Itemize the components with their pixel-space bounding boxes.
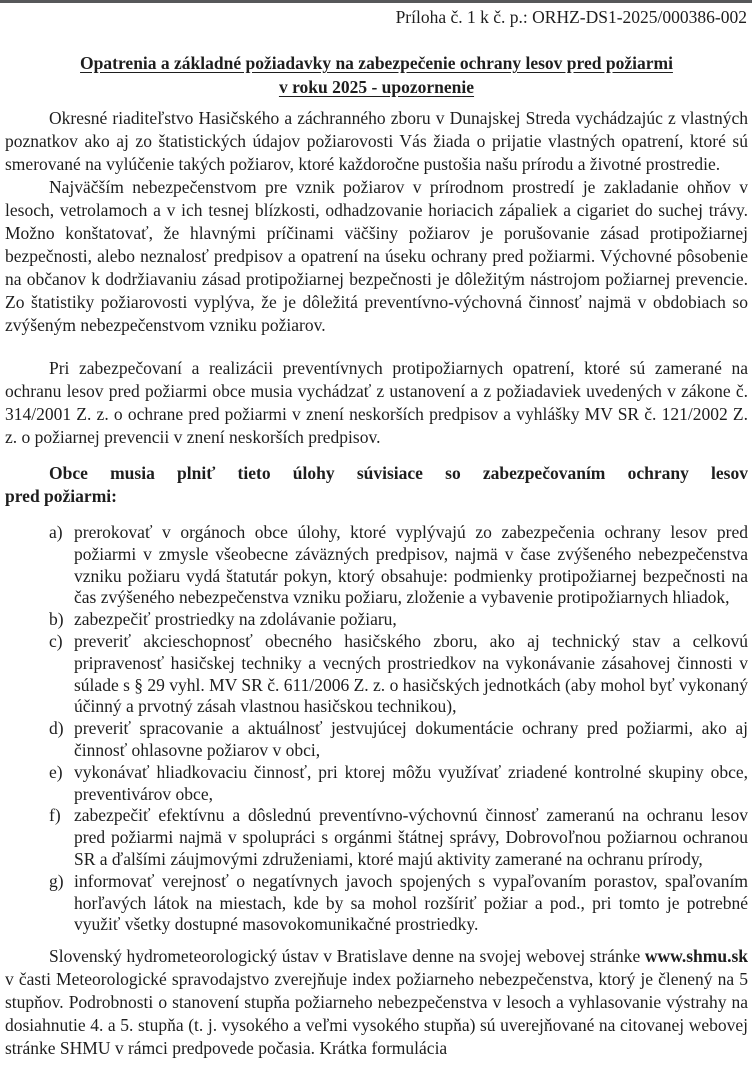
closing-text-pre: Slovenský hydrometeorologický ústav v Bratislave denne na svojej webovej stránke — [49, 946, 645, 967]
list-item-b — [49, 609, 748, 631]
list-marker-e: e) — [49, 761, 63, 782]
list-marker-g: g) — [49, 870, 64, 891]
list-marker-f: f) — [49, 805, 61, 826]
document-title-line2: v roku 2025 - upozornenie — [278, 77, 475, 97]
duties-heading-line1: Obce musia plniť tieto úlohy súvisiace so zabezpečovaním ochrany lesov — [49, 463, 748, 483]
list-item-b-text: zabezpečiť prostriedky na zdolávanie požiaru, — [74, 609, 397, 630]
paragraph-intro: Okresné riaditeľstvo Hasičského a záchranného zboru v Dunajskej Streda vychádzajúc z vlastných poznatkov ako aj zo štatistických údajov požiarovosti Vás žiada o prijatie vlastných opatrení, ktoré sú smerované na vylúčenie takých požiarov, ktoré každoročne pustošia našu prírodu a životné prostredie. — [5, 108, 748, 174]
shmu-url-text: www.shmu.sk — [644, 946, 748, 967]
list-item-a-text: prerokovať v orgánoch obce úlohy, ktoré vyplývajú zo zabezpečenia ochrany lesov pred požiarmi v zmysle všeobecne záväzných predpisov, najmä v čase zvýšeného nebezpečenstva vzniku požiaru vydá štatutár pokyn, ktorý obsahuje: podmienky protipožiarnej bezpečnosti na čas zvýšeného nebezpečenstva vzniku požiaru, zloženie a vybavenie protipožiarnych hliadok, — [74, 522, 748, 608]
list-item-d — [49, 718, 748, 762]
list-item-a — [49, 522, 748, 609]
paragraph-fire-risks: Najväčším nebezpečenstvom pre vznik požiarov v prírodnom prostredí je zakladanie ohňov v lesoch, vetrolamoch a v ich tesnej blízkosti, odhadzovanie horiacich zápaliek a cigariet do suchej trávy. Možno konštatovať, že hlavnými príčinami väčšiny požiarov je porušovanie zásad protipožiarnej bezpečnosti, alebo neznalosť predpisov a opatrení na úseku ochrany pred požiarmi. Výchovné pôsobenie na občanov k dodržiavaniu zásad protipožiarnej bezpečnosti je dôležitým nástrojom požiarnej prevencie. Zo štatistiky požiarovosti vyplýva, že je dôležitá preventívno-výchovná činnosť najmä v obdobiach so zvýšeným nebezpečenstvom vzniku požiarov. — [5, 177, 748, 335]
list-item-d-text: preveriť spracovanie a aktuálnosť jestvujúcej dokumentácie ochrany pred požiarmi, ako aj činnosť ohlasovne požiarov v obci, — [74, 718, 748, 760]
list-item-e-text: vykonávať hliadkovaciu činnosť, pri ktorej môžu využívať zriadené kontrolné skupiny obce, preventivárov obce, — [74, 761, 748, 804]
document-title-line1: Opatrenia a základné požiadavky na zabezpečenie ochrany lesov pred požiarmi — [80, 53, 673, 73]
paragraph-duties-heading — [5, 462, 748, 508]
list-item-g-text: informovať verejnosť o negatívnych javoch spojených s vypaľovaním porastov, spaľovaním horľavých látok na miestach, kde by sa mohol rozšíriť požiar a pod., pri tomto je potrebné využiť všetky dostupné masovokomunikačné prostriedky. — [74, 870, 748, 935]
list-item-g — [49, 871, 748, 936]
scan-edge-line — [0, 0, 752, 3]
list-item-f-text: zabezpečiť efektívnu a dôslednú preventívno-výchovnú činnosť zameranú na ochranu lesov pred požiarmi najmä v spolupráci s orgánmi štátnej správy, Dobrovoľnou požiarnou ochranou SR a ďalšími záujmovými združeniami, ktoré majú aktivity zamerané na ochranu prírody, — [74, 805, 748, 869]
list-item-c-text: preveriť akcieschopnosť obecného hasičského zboru, ako aj technický stav a celkovú pripravenosť hasičskej techniky a vecných prostriedkov na vykonávanie zásahovej činnosti v súlade s § 29 vyhl. MV SR č. 611/2006 Z. z. o hasičských jednotkách (aby mohol byť vykonaný účinný a prvotný zásah vlastnou hasičskou technikou), — [74, 630, 748, 717]
list-item-e — [49, 762, 748, 806]
list-marker-a: a) — [49, 522, 63, 542]
paragraph-legal-basis: Pri zabezpečovaní a realizácii preventívnych protipožiarnych opatrení, ktoré sú zamerané na ochranu lesov pred požiarmi obce musia vychádzať z ustanovení a z požiadaviek uvedených v zákone č. 314/2001 Z. z. o ochrane pred požiarmi v znení neskorších predpisov a vyhlášky MV SR č. 121/2002 Z. z. o požiarnej prevencii v znení neskorších predpisov. — [5, 358, 748, 447]
document-title — [5, 51, 748, 99]
list-marker-c: c) — [49, 630, 63, 651]
closing-text-post: v časti Meteorologické spravodajstvo zverejňuje index požiarneho nebezpečenstva, ktorý je členený na 5 stupňov. Podrobnosti o stanovení stupňa požiarneho nebezpečenstva v lesoch a vyhlasovanie výstrahy na dosiahnutie 4. a 5. stupňa (t. j. vysokého a veľmi vysokého stupňa) sú uverejňované na citovanej webovej stránke SHMU v rámci predpovede počasia. Krátka formulácia — [5, 969, 748, 1059]
list-marker-b: b) — [49, 609, 64, 630]
duties-heading-line2: pred požiarmi: — [5, 486, 117, 506]
list-item-f — [49, 805, 748, 870]
list-marker-d: d) — [49, 718, 64, 739]
document-reference: Príloha č. 1 k č. p.: ORHZ-DS1-2025/000386-002 — [395, 7, 747, 27]
paragraph-shmu — [5, 945, 748, 1060]
list-item-c — [49, 631, 748, 718]
duties-list — [5, 522, 748, 936]
